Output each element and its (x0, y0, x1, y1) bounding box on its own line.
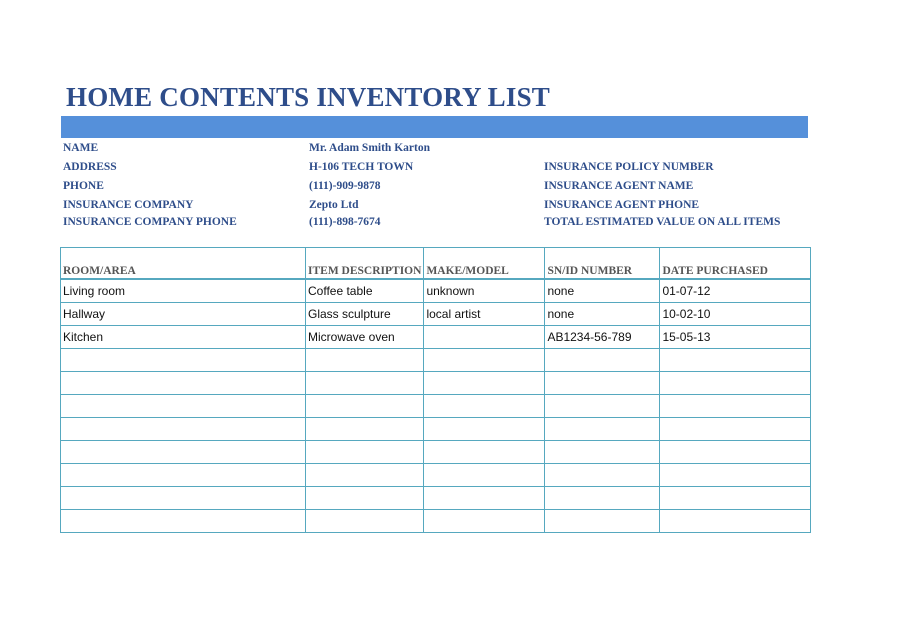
date-purchased-cell[interactable] (660, 418, 811, 441)
make-model-cell[interactable]: unknown (424, 279, 545, 303)
item-description-cell[interactable]: Glass sculpture (306, 303, 424, 326)
date-purchased-cell[interactable] (660, 510, 811, 533)
date-purchased-cell[interactable] (660, 395, 811, 418)
agent-name-label: INSURANCE AGENT NAME (544, 180, 694, 192)
make-model-cell[interactable] (424, 349, 545, 372)
item-description-cell[interactable] (306, 487, 424, 510)
date-purchased-cell[interactable] (660, 487, 811, 510)
sn-id-cell[interactable]: AB1234-56-789 (545, 326, 660, 349)
title-accent-bar (61, 116, 808, 138)
make-model-cell[interactable] (424, 510, 545, 533)
column-header-make-model: MAKE/MODEL (424, 248, 545, 280)
inventory-table (60, 247, 811, 533)
table-row (61, 349, 811, 372)
room-cell[interactable] (61, 441, 306, 464)
make-model-cell[interactable] (424, 418, 545, 441)
make-model-cell[interactable] (424, 464, 545, 487)
item-description-cell[interactable] (306, 464, 424, 487)
room-cell[interactable] (61, 349, 306, 372)
table-row (61, 395, 811, 418)
make-model-cell[interactable]: local artist (424, 303, 545, 326)
sn-id-cell[interactable] (545, 395, 660, 418)
address-value: H-106 TECH TOWN (309, 161, 414, 173)
sn-id-cell[interactable] (545, 510, 660, 533)
table-row (61, 279, 811, 303)
phone-label: PHONE (63, 180, 104, 192)
agent-phone-label: INSURANCE AGENT PHONE (544, 199, 700, 211)
room-cell[interactable] (61, 372, 306, 395)
sn-id-cell[interactable] (545, 441, 660, 464)
sn-id-cell[interactable] (545, 487, 660, 510)
page-title: HOME CONTENTS INVENTORY LIST (66, 82, 551, 112)
make-model-cell[interactable] (424, 372, 545, 395)
table-row (61, 418, 811, 441)
company-phone-label: INSURANCE COMPANY PHONE (63, 216, 237, 228)
total-value-label: TOTAL ESTIMATED VALUE ON ALL ITEMS (544, 216, 781, 228)
room-cell[interactable]: Kitchen (61, 326, 306, 349)
insurance-company-label: INSURANCE COMPANY (63, 199, 194, 211)
sn-id-cell[interactable] (545, 349, 660, 372)
sn-id-cell[interactable] (545, 464, 660, 487)
item-description-cell[interactable] (306, 372, 424, 395)
table-row (61, 487, 811, 510)
room-cell[interactable]: Hallway (61, 303, 306, 326)
item-description-cell[interactable] (306, 510, 424, 533)
sn-id-cell[interactable] (545, 418, 660, 441)
name-value: Mr. Adam Smith Karton (309, 142, 430, 154)
make-model-cell[interactable] (424, 395, 545, 418)
table-header-row (61, 248, 811, 280)
date-purchased-cell[interactable] (660, 464, 811, 487)
room-cell[interactable] (61, 487, 306, 510)
sn-id-cell[interactable] (545, 372, 660, 395)
table-row (61, 326, 811, 349)
date-purchased-cell[interactable] (660, 372, 811, 395)
room-cell[interactable]: Living room (61, 279, 306, 303)
sn-id-cell[interactable]: none (545, 279, 660, 303)
make-model-cell[interactable] (424, 326, 545, 349)
date-purchased-cell[interactable]: 15-05-13 (660, 326, 811, 349)
room-cell[interactable] (61, 418, 306, 441)
table-row (61, 372, 811, 395)
table-row (61, 510, 811, 533)
column-header-room: ROOM/AREA (61, 248, 306, 280)
column-header-item-description: ITEM DESCRIPTION (306, 248, 424, 280)
table-row (61, 303, 811, 326)
table-row (61, 464, 811, 487)
sn-id-cell[interactable]: none (545, 303, 660, 326)
make-model-cell[interactable] (424, 441, 545, 464)
date-purchased-cell[interactable]: 01-07-12 (660, 279, 811, 303)
item-description-cell[interactable]: Microwave oven (306, 326, 424, 349)
phone-value: (111)-909-9878 (309, 180, 381, 192)
company-phone-value: (111)-898-7674 (309, 216, 381, 228)
table-row (61, 441, 811, 464)
item-description-cell[interactable] (306, 418, 424, 441)
address-label: ADDRESS (63, 161, 117, 173)
date-purchased-cell[interactable]: 10-02-10 (660, 303, 811, 326)
item-description-cell[interactable] (306, 441, 424, 464)
date-purchased-cell[interactable] (660, 349, 811, 372)
item-description-cell[interactable]: Coffee table (306, 279, 424, 303)
column-header-sn-id: SN/ID NUMBER (545, 248, 660, 280)
name-label: NAME (63, 142, 99, 154)
date-purchased-cell[interactable] (660, 441, 811, 464)
item-description-cell[interactable] (306, 395, 424, 418)
make-model-cell[interactable] (424, 487, 545, 510)
item-description-cell[interactable] (306, 349, 424, 372)
insurance-company-value: Zepto Ltd (309, 199, 359, 211)
room-cell[interactable] (61, 464, 306, 487)
room-cell[interactable] (61, 395, 306, 418)
room-cell[interactable] (61, 510, 306, 533)
policy-number-label: INSURANCE POLICY NUMBER (544, 161, 714, 173)
column-header-date-purchased: DATE PURCHASED (660, 248, 811, 280)
